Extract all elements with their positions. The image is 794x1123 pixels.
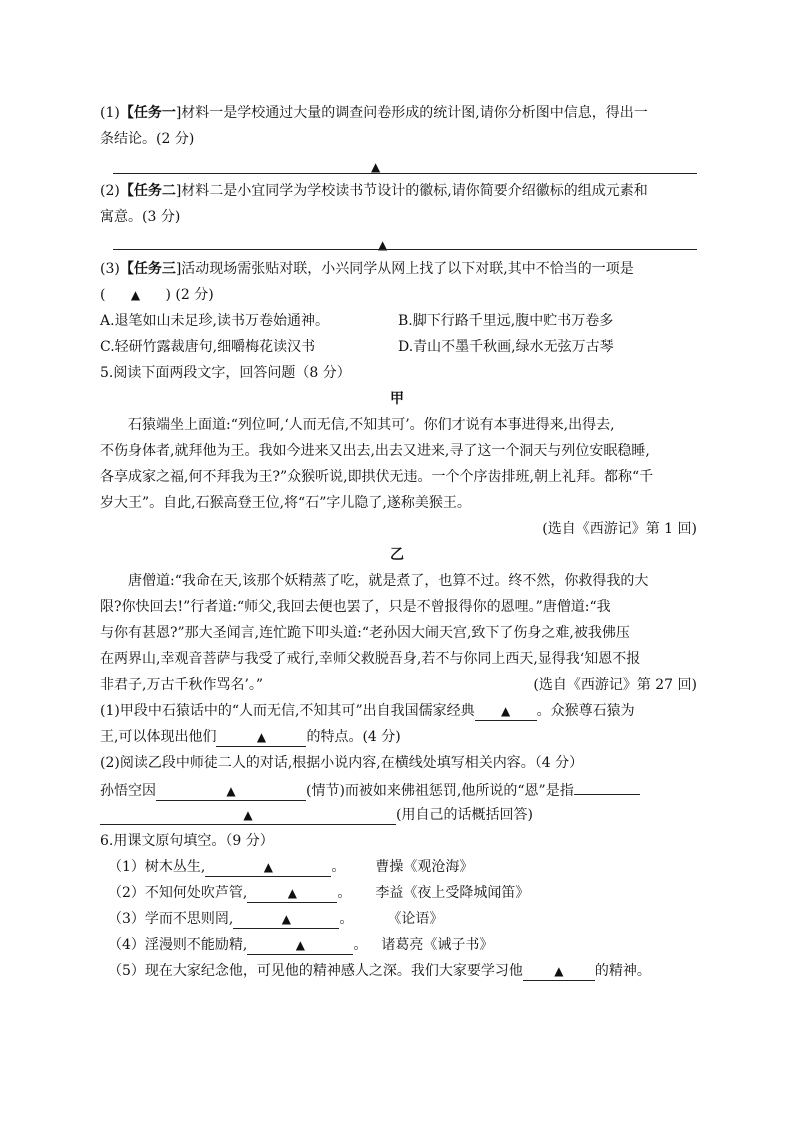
q5-title: 5.阅读下面两段文字，回答问题（8 分） (100, 365, 351, 381)
task1-text-a: ]材料一是学校通过大量的调查问卷形成的统计图,请你分析图中信息，得出一 (175, 105, 648, 121)
q5-sub2-blank-grace-a[interactable] (574, 776, 640, 795)
option-b: B.脚下行路千里远,腹中贮书万卷多 (398, 313, 614, 329)
q5-sub2-line2: 孙悟空因 ▲ (情节)而被如来佛祖惩罚,他所说的“恩”是指 (100, 776, 640, 804)
yi-para-line5: 非君子,万古千秋作骂名’。” (100, 677, 264, 693)
task2-tag: 【任务二 (119, 183, 176, 199)
q6-title: 6.用课文原句填空。（9 分） (100, 833, 274, 849)
q6-blank3[interactable]: ▲ (233, 910, 339, 929)
task3-number: (3) (100, 261, 120, 277)
q5-sub2-instruction: (2)阅读乙段中师徒二人的对话,根据小说内容,在横线处填写相关内容。（4 分） (100, 755, 584, 771)
yi-para-line2: 限?你快回去!”行者道:“师父,我回去便也罢了，只是不曾报得你的恩哩。”唐僧道:“我 (100, 599, 611, 615)
option-d: D.青山不墨千秋画,绿水无弦万古琴 (398, 339, 614, 355)
jia-para-line1: 石猿端坐上面道:“列位呵,‘人而无信,不知其可’。你们才说有本事进得来,出得去, (128, 417, 615, 433)
q6-blank2[interactable]: ▲ (247, 884, 337, 903)
task3-text-a: ]活动现场需张贴对联，小兴同学从网上找了以下对联,其中不恰当的一项是 (175, 261, 634, 277)
jia-para-line2: 不伤身体者,就拜他为王。我如今进来又出去,出去又进来,寻了这一个洞天与列位安眠稳睡, (100, 443, 650, 459)
yi-source: (选自《西游记》第 27 回) (533, 677, 697, 693)
q5-sub1-blank1[interactable]: ▲ (475, 702, 537, 721)
q5-sub1-line2: 王,可以体现出他们 ▲ 的特点。(4 分) (100, 729, 401, 745)
q6-item1: （1）树木丛生, ▲ 。 曹操《观沧海》 (108, 859, 474, 875)
jia-para-line4: 岁大王”。自此,石猴高登王位,将“石”字儿隐了,遂称美猴王。 (100, 495, 471, 511)
q6-blank1[interactable]: ▲ (205, 858, 331, 877)
q5-sub2-blank-grace-b[interactable]: ▲ (100, 806, 396, 825)
q6-item4: （4）淫漫则不能励精, ▲ 。 诸葛亮《诫子书》 (108, 937, 494, 953)
task2-line1 (100, 178, 648, 204)
passage-yi-heading: 乙 (390, 547, 404, 563)
task2-text-a: ]材料二是小宜同学为学校读书节设计的徽标,请你简要介绍徽标的组成元素和 (175, 183, 648, 199)
option-a: A.退笔如山未足珍,读书万卷始通神。 (100, 313, 330, 329)
task2-marker: ▲ (378, 238, 388, 252)
task2-answer-line[interactable] (113, 249, 697, 250)
q5-sub2-blank-plot[interactable]: ▲ (156, 782, 306, 801)
q6-item5: （5）现在大家纪念他，可见他的精神感人之深。我们大家要学习他 ▲ 的精神。 (108, 963, 651, 979)
task1-marker: ▲ (371, 160, 381, 174)
q6-item2: （2）不知何处吹芦管, ▲ 。 李益《夜上受降城闻笛》 (108, 885, 530, 901)
task1-text-b: 条结论。(2 分) (100, 131, 195, 147)
task3-line1 (100, 256, 634, 282)
task3-answer-marker[interactable]: ▲ (130, 288, 141, 302)
jia-source: (选自《西游记》第 1 回) (542, 521, 697, 537)
task1-answer-line[interactable] (113, 173, 697, 174)
task1-line2 (100, 126, 194, 152)
q6-blank5[interactable]: ▲ (523, 962, 595, 981)
q5-sub1-line1: (1)甲段中石猿话中的“人而无信,不知其可”出自我国儒家经典 ▲ 。众猴尊石猿为 (100, 703, 635, 719)
task3-line2: ( ▲ ) (2 分) (100, 282, 214, 308)
task1-number: (1) (100, 105, 120, 121)
yi-para-line4: 在两界山,幸观音菩萨与我受了戒行,幸师父救脱吾身,若不与你同上西天,显得我‘知恩不报 (100, 651, 641, 667)
task3-tag: 【任务三 (119, 261, 176, 277)
q5-sub2-line3: ▲ (用自己的话概括回答) (100, 802, 533, 828)
q5-sub1-blank2[interactable]: ▲ (216, 728, 306, 747)
task2-line2 (100, 204, 180, 230)
passage-jia-heading: 甲 (390, 391, 404, 407)
option-c: C.轻研竹露裁唐句,细嚼梅花读汉书 (100, 339, 316, 355)
q6-item3: （3）学而不思则罔, ▲ 。 《论语》 (108, 911, 444, 927)
yi-para-line3: 与你有甚恩?”那大圣闻言,连忙跪下叩头道:“老孙因大闹天宫,致下了伤身之难,被我佛压 (100, 625, 630, 641)
task2-text-b: 寓意。(3 分) (100, 209, 181, 225)
task1-tag: 【任务一 (119, 105, 176, 121)
yi-para-line1: 唐僧道:“我命在天,该那个妖精蒸了吃，就是煮了，也算不过。终不然，你救得我的大 (128, 573, 649, 589)
q6-blank4[interactable]: ▲ (247, 936, 353, 955)
task1-line1 (100, 100, 648, 126)
jia-para-line3: 各享成家之福,何不拜我为王?”众猴听说,即拱伏无违。一个个序齿排班,朝上礼拜。都称“千 (100, 469, 654, 485)
task2-number: (2) (100, 183, 120, 199)
